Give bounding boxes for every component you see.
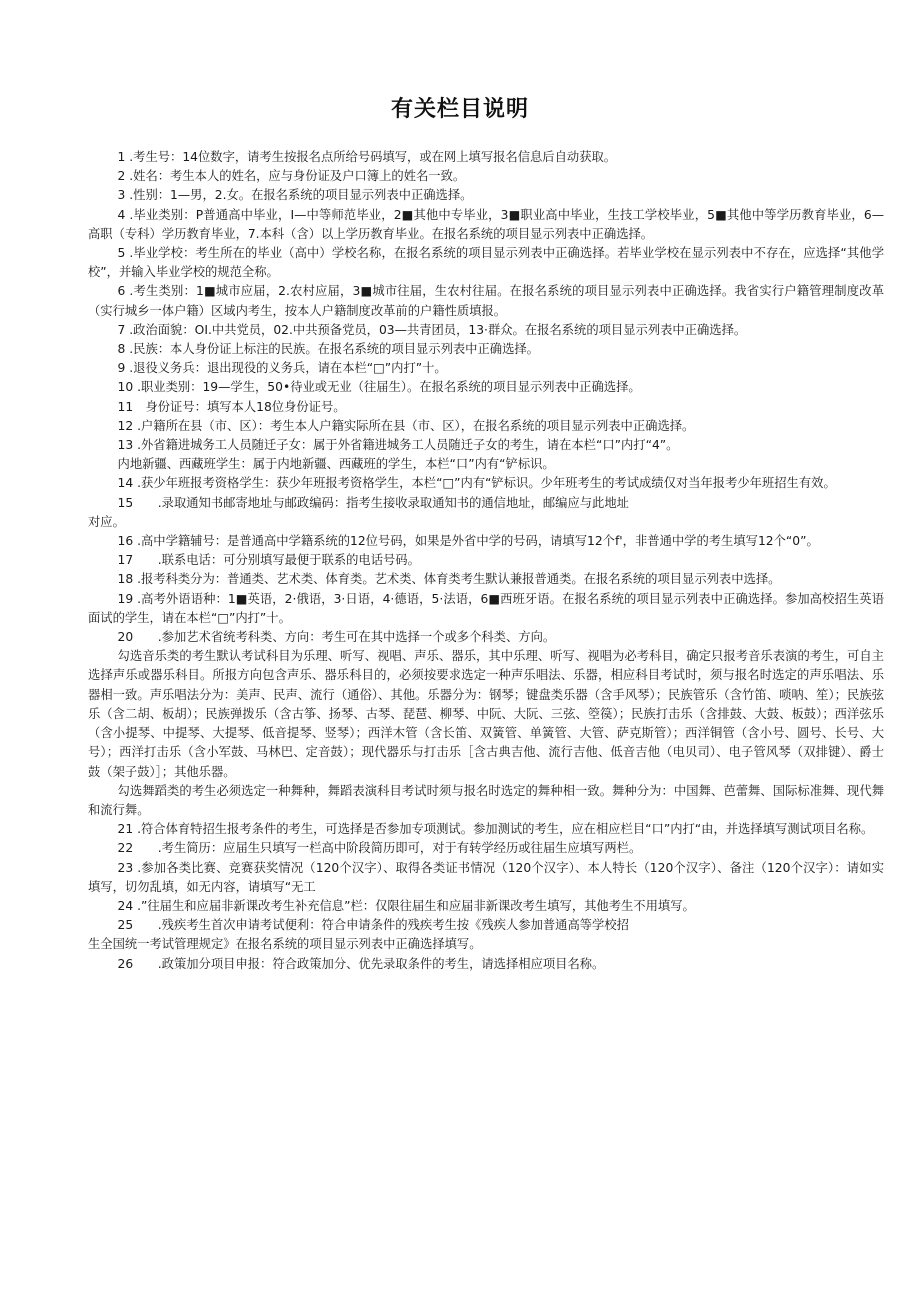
paragraph-14: 14 .获少年班报考资格学生：获少年班报考资格学生，本栏“□”内有“铲标识。少年班考生的考试成绩仅对当年报考少年班招生有效。 <box>117 476 836 491</box>
paragraph-21: 21 .符合体育特招生报考条件的考生，可选择是否参加专项测试。参加测试的考生，应在相应栏目“口”内打“由，并选择填写测试项目名称。 <box>117 822 874 837</box>
paragraph-20-music: 勾选音乐类的考生默认考试科目为乐理、听写、视唱、声乐、器乐，其中乐理、听写、视唱为必考科目，确定只报考音乐表演的考生，可自主选择声乐或器乐科目。所报方向包含声乐、器乐科目的，必须按要求选定一种声乐唱法、乐器，相应科目考试时，须与报名时选定的声乐唱法、乐器相一致。声乐唱法分为：美声、民声、流行（通俗）、其他。乐器分为：钢琴；键盘类乐器（含手风琴）；民族管乐（含竹笛、唢呐、笙）；民族弦乐（含二胡、板胡）；民族弹拨乐（含古筝、扬琴、古琴、琵琶、柳琴、中阮、大阮、三弦、箜篌）；民族打击乐（含排鼓、大鼓、板鼓）；西洋弦乐（含小提琴、中提琴、大提琴、低音提琴、竖琴）；西洋木管（含长笛、双簧管、单簧管、大管、萨克斯管）；西洋铜管（含小号、圆号、长号、大号）；西洋打击乐（含小军鼓、马林巴、定音鼓）；现代器乐与打击乐［含古典吉他、流行吉他、低音吉他（电贝司）、电子管风琴（双排键）、爵士鼓（架子鼓）］；其他乐器。 <box>88 649 884 779</box>
paragraph-25-cont: 生全国统一考试管理规定》在报名系统的项目显示列表中正确选择填写。 <box>88 937 482 952</box>
paragraph-13: 13 .外省籍进城务工人员随迁子女：属于外省籍进城务工人员随迁子女的考生，请在本栏“口”内打“4”。 <box>117 438 679 453</box>
paragraph-10: 10 .职业类别：19—学生，50•待业或无业（往届生）。在报名系统的项目显示列表中正确选择。 <box>117 380 641 395</box>
paragraph-9: 9 .退役义务兵：退出现役的义务兵，请在本栏“□”内打”十。 <box>117 361 447 376</box>
paragraph-26: 26 .政策加分项目申报：符合政策加分、优先录取条件的考生，请选择相应项目名称。 <box>117 956 605 971</box>
paragraph-8: 8 .民族：本人身份证上标注的民族。在报名系统的项目显示列表中正确选择。 <box>117 342 539 357</box>
paragraph-25: 25 .残疾考生首次申请考试便利：符合申请条件的残疾考生按《残疾人参加普通高等学校招 <box>117 918 629 933</box>
paragraph-2: 2 .姓名：考生本人的姓名，应与身份证及户口簿上的姓名一致。 <box>117 169 466 184</box>
paragraph-24: 24 .”往届生和应届非新课改考生补充信息”栏：仅限往届生和应届非新课改考生填写，其他考生不用填写。 <box>117 898 695 913</box>
paragraph-20-dance: 勾选舞蹈类的考生必须选定一种舞种，舞蹈表演科目考试时须与报名时选定的舞种相一致。舞种分为：中国舞、芭蕾舞、国际标准舞、现代舞和流行舞。 <box>88 783 884 817</box>
paragraph-7: 7 .政治面貌：OI.中共党员，02.中共预备党员，03—共青团员，13·群众。在报名系统的项目显示列表中正确选择。 <box>117 322 747 337</box>
paragraph-6: 6 .考生类别：1■城市应届，2.农村应届，3■城市往届，生农村往届。在报名系统的项目显示列表中正确选择。我省实行户籍管理制度改革（实行城乡一体户籍）区域内考生，按本人户籍制度改革前的户籍性质填报。 <box>88 284 884 318</box>
paragraph-1: 1 .考生号：14位数字，请考生按报名点所给号码填写，或在网上填写报名信息后自动获取。 <box>117 150 617 164</box>
paragraph-13-note: 内地新疆、西藏班学生：属于内地新疆、西藏班的学生，本栏“口”内有“铲标识。 <box>117 457 555 472</box>
paragraph-16: 16 .高中学籍辅号：是普通高中学籍系统的12位号码，如果是外省中学的号码，请填写12个f'，非普通中学的考生填写12个“0”。 <box>117 534 819 549</box>
paragraph-22: 22 .考生简历：应届生只填写一栏高中阶段简历即可，对于有转学经历或往届生应填写两栏。 <box>117 841 642 856</box>
paragraph-4: 4 .毕业类别：P普通高中毕业，I—中等师范毕业，2■其他中专毕业，3■职业高中毕业，生技工学校毕业，5■其他中等学历教育毕业，6—高职（专科）学历教育毕业，7.本科（含）以上学历教育毕业。在报名系统的项目显示列表中正确选择。 <box>88 207 884 241</box>
paragraph-17: 17 .联系电话：可分别填写最便于联系的电话号码。 <box>117 553 420 568</box>
paragraph-3: 3 .性别：1—男，2.女。在报名系统的项目显示列表中正确选择。 <box>117 188 473 203</box>
paragraph-11: 11 身份证号：填写本人18位身份证号。 <box>117 399 346 414</box>
paragraph-5: 5 .毕业学校：考生所在的毕业（高中）学校名称，在报名系统的项目显示列表中正确选择。若毕业学校在显示列表中不存在，应选择“其他学校”，并输入毕业学校的规范全称。 <box>88 246 884 280</box>
paragraph-15-cont: 对应。 <box>88 514 125 529</box>
paragraph-23: 23 .参加各类比赛、竞赛获奖情况（120个汉字）、取得各类证书情况（120个汉字）、本人特长（120个汉字）、备注（120个汉字）：请如实填写，切勿乱填，如无内容，请填写“无工 <box>88 860 884 894</box>
paragraph-18: 18 .报考科类分为：普通类、艺术类、体育类。艺术类、体育类考生默认兼报普通类。在报名系统的项目显示列表中选择。 <box>117 572 781 587</box>
page-title: 有关栏目说明 <box>390 97 529 122</box>
paragraph-19: 19 .高考外语语种：1■英语，2·俄语，3·日语，4·德语，5·法语，6■西班牙语。在报名系统的项目显示列表中正确选择。参加高校招生英语面试的学生，请在本栏“□”内打”十。 <box>88 591 884 625</box>
document-body <box>88 148 884 974</box>
paragraph-12: 12 .户籍所在县（市、区）：考生本人户籍实际所在县（市、区），在报名系统的项目显示列表中正确选择。 <box>117 418 695 433</box>
paragraph-20: 20 .参加艺术省统考科类、方向：考生可在其中选择一个或多个科类、方向。 <box>117 630 556 645</box>
paragraph-15: 15 .录取通知书邮寄地址与邮政编码：指考生接收录取通知书的通信地址，邮编应与此地址 <box>117 495 629 510</box>
